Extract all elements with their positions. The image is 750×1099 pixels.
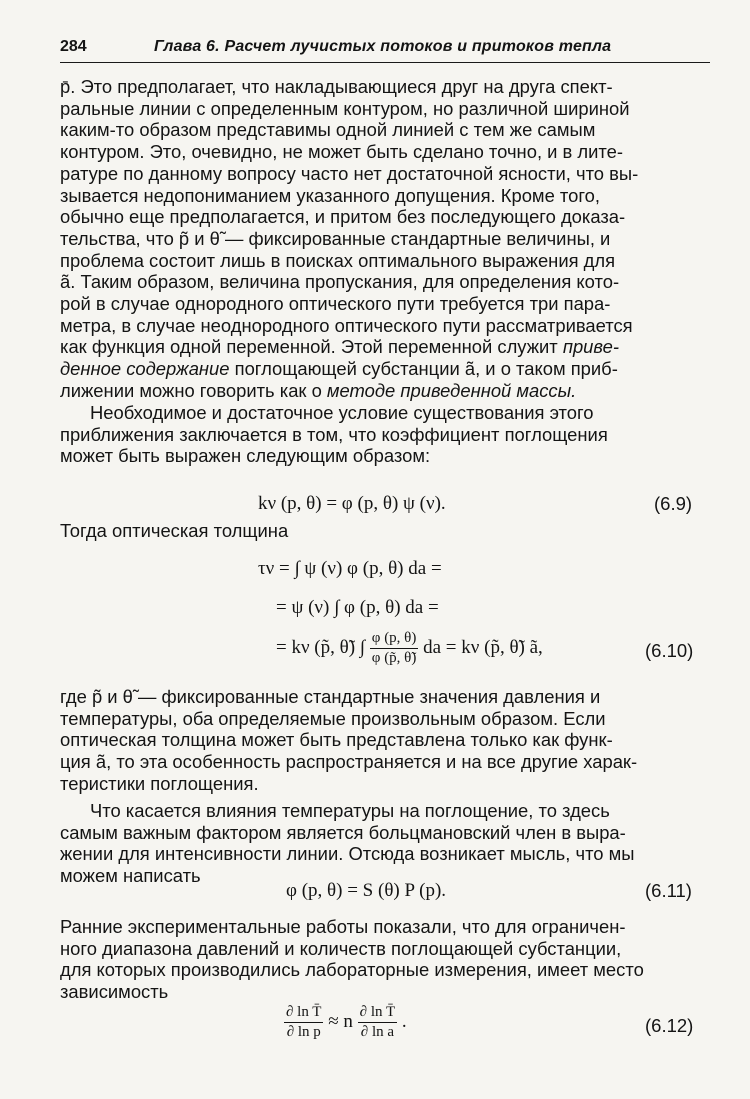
- paragraph-5: [60, 916, 700, 1003]
- text-line: может быть выражен следующим образом:: [60, 445, 431, 467]
- text-line: p̄. Это предполагает, что накладывающиеся друг на друга спект-: [60, 76, 613, 97]
- fraction-denominator: ∂ ln p: [286, 1024, 321, 1040]
- text-line: приближения заключается в том, что коэффициент поглощения: [60, 423, 608, 445]
- text-line: самым важным фактором является больцмановский член в выра-: [60, 821, 626, 843]
- text-line: Необходимое и достаточное условие существования этого: [90, 402, 594, 423]
- equation-number-6-10: (6.10): [645, 640, 694, 661]
- equation-6-12-rhs-fraction: [358, 1004, 397, 1041]
- running-title: Глава 6. Расчет лучистых потоков и притоков тепла: [154, 38, 612, 55]
- emphasis-term: приве-: [562, 336, 619, 358]
- text-line: Что касается влияния температуры на поглощение, то здесь: [90, 800, 610, 821]
- text-line: оптическая толщина может быть представлена только как функ-: [60, 729, 613, 751]
- equation-6-10-line-2: = ψ (ν) ∫ φ (p, θ) da =: [276, 597, 439, 618]
- equation-6-12-lhs-fraction: [284, 1004, 323, 1041]
- equation-number-6-9: (6.9): [654, 493, 693, 514]
- running-header: [60, 36, 710, 63]
- text-line: ратуре по данному вопросу часто нет достаточной ясности, что вы-: [60, 162, 639, 184]
- text-line: зывается недопониманием указанного допущения. Кроме того,: [60, 184, 600, 206]
- paragraph-2: [60, 402, 700, 467]
- text-line: для которых производились лабораторные измерения, имеет место: [60, 959, 644, 981]
- text-line: обычно еще предполагается, и притом без последующего доказа-: [60, 206, 626, 228]
- equation-6-12-tail: .: [401, 1010, 407, 1032]
- paragraph-1: [60, 76, 700, 402]
- page-number: 284: [60, 38, 87, 55]
- eq-6-10-intro: Тогда оптическая толщина: [60, 520, 289, 541]
- equation-6-10-rhs: da = kν (p̃, θ̃) ã,: [423, 636, 543, 658]
- text-line: Ранние экспериментальные работы показали, что для ограничен-: [60, 916, 626, 937]
- text-line: зависимость: [60, 981, 169, 1003]
- equation-6-10-line-3: [276, 630, 543, 667]
- equation-6-10-line-1: τν = ∫ ψ (ν) φ (p, θ) da =: [258, 558, 442, 579]
- text-line: ральные линии с определенным контуром, но различной шириной: [60, 97, 630, 119]
- text-line: каким-то образом представимы одной линией с тем же самым: [60, 119, 596, 141]
- text-line: ного диапазона давлений и количеств поглощающей субстанции,: [60, 937, 622, 959]
- emphasis-term: денное содержание: [60, 358, 230, 380]
- equation-6-10-lhs: = kν (p̃, θ̃) ∫: [276, 636, 366, 658]
- text-line: ция ã, то эта особенность распространяется и на все другие харак-: [60, 751, 638, 773]
- text-line: [60, 336, 700, 358]
- emphasis-term: методе приведенной массы.: [326, 379, 577, 401]
- text-line: [60, 358, 700, 380]
- equation-6-9: kν (p, θ) = φ (p, θ) ψ (ν).: [258, 493, 446, 514]
- text-line: температуры, оба определяемые произвольным образом. Если: [60, 707, 606, 729]
- fraction-numerator: φ (p, θ): [370, 630, 419, 649]
- text-line: [60, 380, 700, 402]
- equation-6-12: [284, 1004, 407, 1041]
- text-line: ã. Таким образом, величина пропускания, для определения кото-: [60, 271, 620, 293]
- fraction-denominator: ∂ ln a: [360, 1024, 395, 1040]
- text-line: жении для интенсивности линии. Отсюда возникает мысль, что мы: [60, 843, 635, 865]
- equation-6-12-middle: ≈ n: [328, 1010, 353, 1032]
- equation-6-10-fraction: [370, 630, 419, 667]
- text-line: можем написать: [60, 865, 201, 887]
- paragraph-4: [60, 800, 700, 887]
- text-run: лижении можно говорить как о: [60, 379, 327, 401]
- fraction-denominator: φ (p̃, θ̃): [371, 650, 417, 666]
- text-line: где p̃ и θ̃ — фиксированные стандартные значения давления и: [60, 686, 601, 707]
- fraction-numerator: ∂ ln T̄: [284, 1004, 323, 1023]
- fraction-numerator: ∂ ln T̄: [358, 1004, 397, 1023]
- text-line: рой в случае однородного оптического пути требуется три пара-: [60, 293, 611, 315]
- equation-6-11: φ (p, θ) = S (θ) P (p).: [286, 880, 447, 901]
- text-line: контуром. Это, очевидно, не может быть сделано точно, и в лите-: [60, 141, 623, 163]
- text-line: проблема состоит лишь в поисках оптимального выражения для: [60, 249, 616, 271]
- paragraph-3: [60, 686, 700, 795]
- equation-number-6-12: (6.12): [645, 1015, 694, 1036]
- text-line: теристики поглощения.: [60, 772, 259, 794]
- text-run: как функция одной переменной. Этой переменной служит: [60, 336, 563, 358]
- equation-number-6-11: (6.11): [645, 880, 692, 901]
- text-run: поглощающей субстанции ã, и о таком приб-: [229, 358, 618, 380]
- text-line: метра, в случае неоднородного оптического пути рассматривается: [60, 314, 633, 336]
- text-line: тельства, что p̃ и θ̃ — фиксированные стандартные величины, и: [60, 227, 611, 249]
